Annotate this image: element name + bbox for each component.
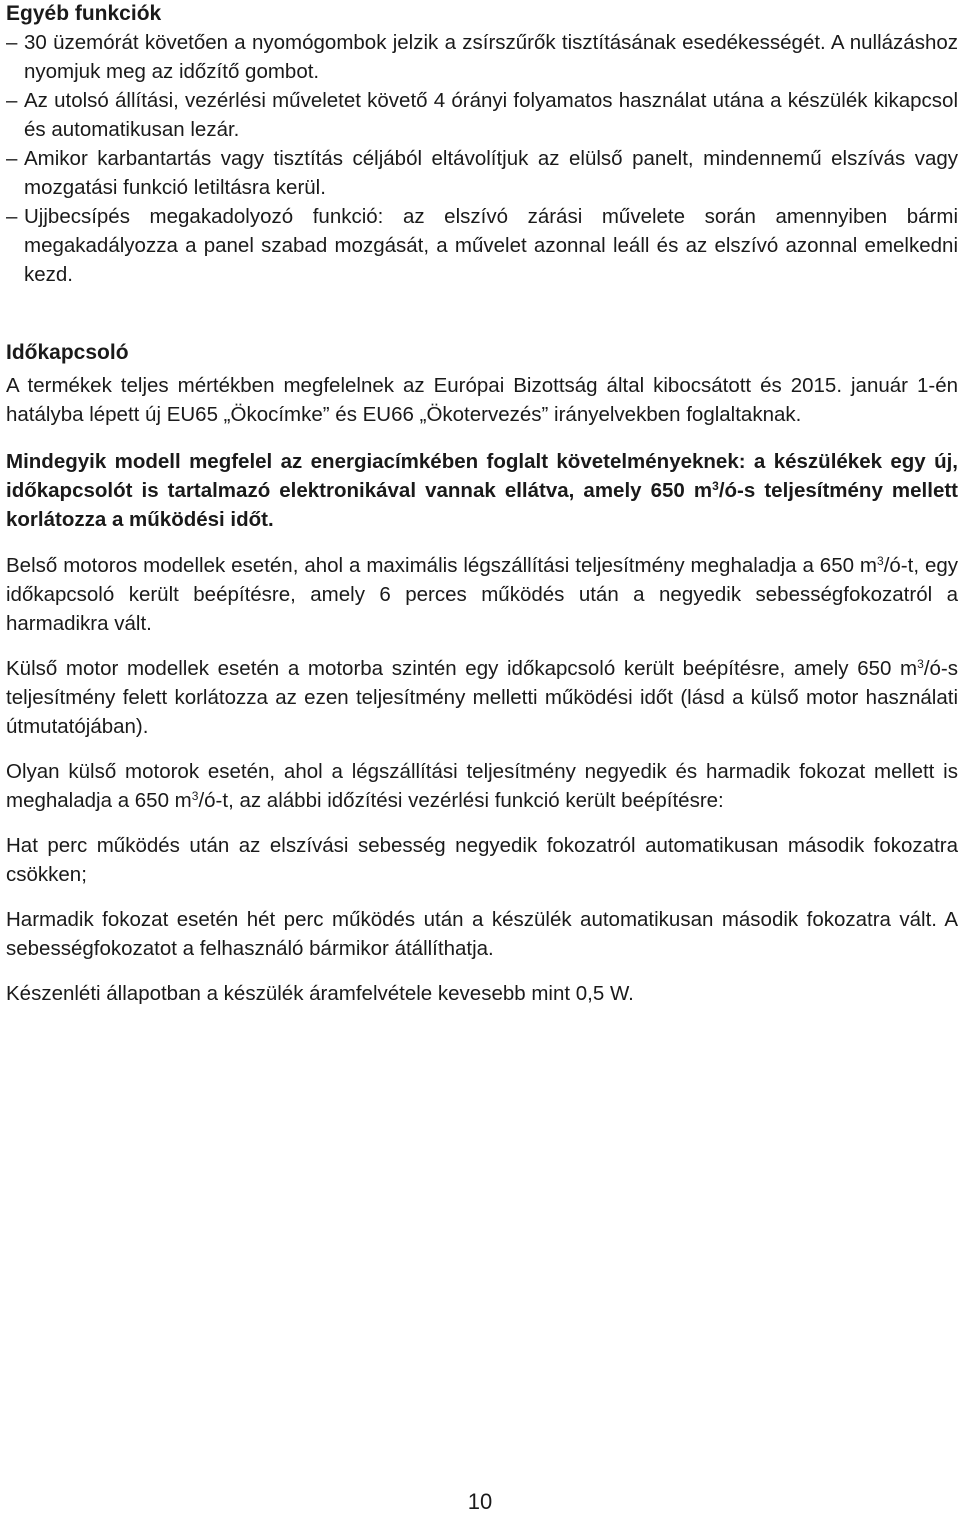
inner-motor-text-2: /ó-t, egy időkapcsoló került beépítésre, amely 6 perces működés után a negyedik sebességfokozatról a harmadikra vált.: [6, 554, 958, 635]
timer-intro-paragraph: A termékek teljes mértékben megfelelnek az Európai Bizottság által kibocsátott és 2015. január 1-én hatályba lépett új EU65 „Ökocímke” és EU66 „Ökotervezés” irányelvekben foglaltaknak.: [6, 374, 958, 426]
inner-motor-paragraph: [6, 551, 958, 638]
outer-motor-high-output-paragraph: [6, 757, 958, 815]
inner-motor-text-1: Belső motoros modellek esetén, ahol a maximális légszállítási teljesítmény meghaladja a 650 m: [6, 554, 878, 577]
energy-label-statement: [6, 447, 958, 534]
outer-motor-text-2: /ó-s teljesítmény felett korlátozza az ezen teljesítmény melletti működési időt (lásd a külső motor használati útmutatójában).: [6, 657, 958, 738]
statement-text-1: Mindegyik modell megfelel az energiacímkében foglalt követelményeknek: a készülékek egy új, időkapcsolót is tartalmazó elektronikával vannak ellátva, amely 650 m: [6, 450, 958, 502]
list-item-text: Amikor karbantartás vagy tisztítás céljából eltávolítjuk az elülső panelt, mindennemű elszívás vagy mozgatási funkció letiltásra kerül.: [24, 147, 958, 199]
superscript: 3: [191, 789, 199, 803]
superscript: 3: [877, 554, 884, 568]
dash-bullet: –: [6, 147, 18, 170]
dash-bullet: –: [6, 205, 18, 228]
six-minute-rule-paragraph: Hat perc működés után az elszívási sebesség negyedik fokozatról automatikusan második fokozatra csökken;: [6, 834, 958, 886]
list-item: [6, 202, 958, 289]
outer-fast-text-1: Olyan külső motorok esetén, ahol a légszállítási teljesítmény negyedik és harmadik fokozat mellett is meghaladja a 650 m: [6, 760, 958, 812]
document-page: [6, 0, 958, 1008]
outer-fast-text-2: /ó-t, az alábbi időzítési vezérlési funkció került beépítésre:: [198, 789, 724, 812]
list-item: [6, 86, 958, 144]
section-title-other-functions: Egyéb funkciók: [6, 2, 162, 25]
section-title-timer: Időkapcsoló: [6, 341, 129, 364]
superscript: 3: [712, 479, 719, 493]
dash-bullet: –: [6, 31, 18, 54]
list-item-text: Ujjbecsípés megakadolyozó funkció: az elszívó zárási művelete során amennyiben bármi megakadályozza a panel szabad mozgását, a művelet azonnal leáll és az elszívó azonnal emelkedni kezd.: [24, 205, 958, 286]
superscript: 3: [917, 657, 924, 671]
page-number: 10: [467, 1489, 493, 1514]
list-item: [6, 28, 958, 86]
outer-motor-paragraph: [6, 654, 958, 741]
other-functions-list: [6, 28, 958, 289]
dash-bullet: –: [6, 89, 18, 112]
standby-power-paragraph: Készenléti állapotban a készülék áramfelvétele kevesebb mint 0,5 W.: [6, 982, 634, 1005]
statement-text-2: /ó-s teljesítmény mellett korlátozza a működési időt.: [6, 479, 958, 531]
list-item-text: Az utolsó állítási, vezérlési műveletet követő 4 órányi folyamatos használat utána a készülék kikapcsol és automatikusan lezár.: [24, 89, 958, 141]
list-item: [6, 144, 958, 202]
outer-motor-text-1: Külső motor modellek esetén a motorba szintén egy időkapcsoló került beépítésre, amely 650 m: [6, 657, 918, 680]
third-gear-rule-paragraph: Harmadik fokozat esetén hét perc működés után a készülék automatikusan második fokozatra vált. A sebességfokozatot a felhasználó bármikor átállíthatja.: [6, 908, 958, 960]
list-item-text: 30 üzemórát követően a nyomógombok jelzik a zsírszűrők tisztításának esedékességét. A nullázáshoz nyomjuk meg az időzítő gombot.: [24, 31, 958, 83]
